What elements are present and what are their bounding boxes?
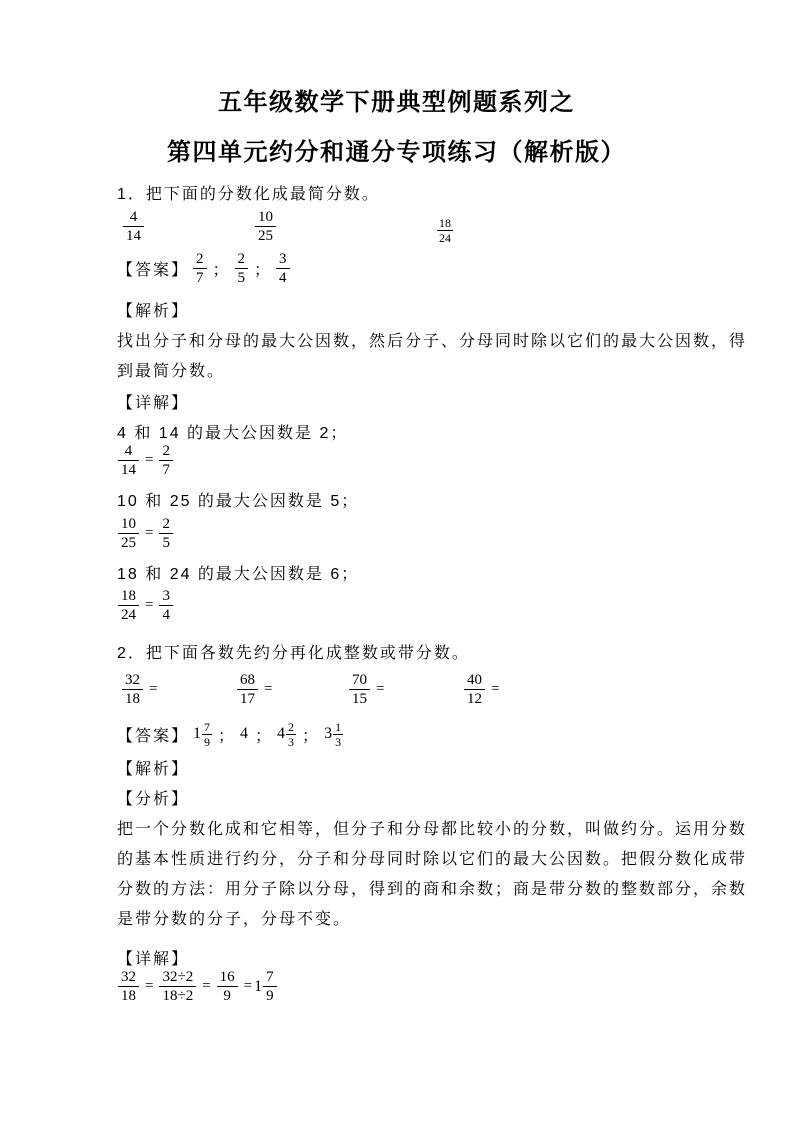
fraction-numerator: 18 bbox=[439, 216, 451, 230]
equation-rhs-fraction bbox=[159, 516, 173, 551]
fraction-numerator: 32 bbox=[122, 672, 143, 690]
fraction-numerator: 4 bbox=[118, 443, 139, 461]
fraction bbox=[118, 969, 139, 1004]
fraction-numerator: 18 bbox=[118, 588, 139, 606]
fraction bbox=[286, 721, 296, 748]
q2-fraction-2 bbox=[237, 672, 272, 707]
q2-answer-2-whole bbox=[240, 725, 249, 743]
q2-answer-3-mixed-number bbox=[277, 721, 296, 748]
q1-analysis-line1: 找出分子和分母的最大公因数，然后分子、分母同时除以它们的最大公因数，得 bbox=[117, 333, 748, 350]
fraction-numerator: 32÷2 bbox=[159, 969, 196, 987]
fraction-denominator: 4 bbox=[162, 607, 170, 623]
fraction-numerator: 2 bbox=[159, 443, 173, 461]
whole-number: 1 bbox=[193, 725, 202, 742]
fraction-denominator: 5 bbox=[162, 535, 170, 551]
equals-sign: = bbox=[145, 452, 154, 468]
answer-label: 【答案】 bbox=[117, 727, 190, 745]
fraction-denominator: 9 bbox=[204, 734, 211, 749]
fraction bbox=[333, 721, 343, 748]
q1-step3-equation bbox=[118, 588, 179, 623]
detail-label: 【详解】 bbox=[117, 395, 190, 412]
q2-answer-1-mixed-number bbox=[193, 721, 212, 748]
fraction-numerator: 3 bbox=[276, 251, 290, 269]
fraction bbox=[202, 721, 212, 748]
fraction-denominator: 3 bbox=[335, 734, 342, 749]
q2-fraction-4 bbox=[464, 672, 499, 707]
fraction-numerator: 16 bbox=[217, 969, 238, 987]
q2-analysis-line3: 分数的方法：用分子除以分母，得到的商和余数；商是带分数的整数部分，余数 bbox=[117, 881, 748, 898]
fraction-denominator: 18 bbox=[125, 691, 140, 707]
fraction-denominator: 15 bbox=[352, 691, 367, 707]
fraction-numerator: 40 bbox=[464, 672, 485, 690]
fraction-denominator: 7 bbox=[162, 462, 170, 478]
fraction-with-division bbox=[159, 969, 196, 1004]
q2-answer-row bbox=[117, 715, 343, 753]
detail-label: 【详解】 bbox=[117, 951, 190, 968]
fraction-numerator: 70 bbox=[349, 672, 370, 690]
fraction-numerator: 7 bbox=[263, 969, 277, 987]
separator: ； bbox=[302, 727, 319, 745]
separator: ； bbox=[212, 261, 229, 279]
whole-number: 4 bbox=[240, 725, 249, 742]
whole-number: 1 bbox=[254, 977, 263, 995]
q1-fraction-3 bbox=[437, 217, 453, 244]
fraction-denominator: 14 bbox=[126, 228, 141, 244]
fraction-denominator: 12 bbox=[467, 691, 482, 707]
equals-sign: = bbox=[149, 681, 158, 697]
equation-lhs-fraction bbox=[118, 516, 139, 551]
doc-title-line1: 五年级数学下册典型例题系列之 bbox=[218, 89, 575, 116]
separator: ； bbox=[255, 727, 272, 745]
equation-lhs-fraction bbox=[118, 443, 139, 478]
fraction-denominator: 18÷2 bbox=[162, 988, 194, 1004]
fraction bbox=[122, 672, 143, 707]
fraction-denominator: 18 bbox=[121, 988, 136, 1004]
fraction-denominator: 25 bbox=[258, 228, 273, 244]
equation-rhs-fraction bbox=[159, 443, 173, 478]
fraction bbox=[349, 672, 370, 707]
fraction-denominator: 9 bbox=[223, 988, 231, 1004]
breakdown-label: 【分析】 bbox=[117, 791, 190, 808]
fraction-numerator: 68 bbox=[237, 672, 258, 690]
q2-analysis-line4: 是带分数的分子，分母不变。 bbox=[117, 911, 352, 928]
separator: ； bbox=[254, 261, 271, 279]
fraction-numerator: 2 bbox=[288, 719, 295, 734]
question-2-prompt: 2．把下面各数先约分再化成整数或带分数。 bbox=[117, 645, 470, 662]
fraction bbox=[237, 672, 258, 707]
fraction-denominator: 5 bbox=[237, 269, 246, 286]
fraction-numerator: 4 bbox=[123, 209, 144, 227]
doc-title-line2: 第四单元约分和通分专项练习（解析版） bbox=[167, 139, 626, 166]
q2-fraction-1 bbox=[122, 672, 157, 707]
separator: ； bbox=[218, 727, 235, 745]
equals-sign: = bbox=[243, 978, 253, 994]
mixed-number-result bbox=[254, 969, 277, 1004]
q1-step1-text: 4 和 14 的最大公因数是 2； bbox=[117, 425, 349, 442]
equals-sign: = bbox=[202, 978, 211, 994]
analysis-label: 【解析】 bbox=[117, 761, 190, 778]
q1-analysis-line2: 到最简分数。 bbox=[117, 363, 226, 380]
q2-detail-equation bbox=[118, 969, 283, 1004]
fraction-denominator: 4 bbox=[279, 269, 287, 286]
equals-sign: = bbox=[145, 978, 154, 994]
fraction-denominator: 24 bbox=[439, 231, 451, 245]
equation-rhs-fraction bbox=[159, 588, 173, 623]
equals-sign: = bbox=[145, 525, 154, 541]
q1-step3-text: 18 和 24 的最大公因数是 6； bbox=[117, 566, 360, 583]
q1-step2-text: 10 和 25 的最大公因数是 5； bbox=[117, 493, 360, 510]
fraction-denominator: 24 bbox=[121, 607, 136, 623]
equation-lhs-fraction bbox=[118, 588, 139, 623]
fraction-denominator: 25 bbox=[121, 535, 136, 551]
fraction-numerator: 2 bbox=[235, 251, 249, 269]
equals-sign: = bbox=[491, 681, 500, 697]
fraction-numerator: 7 bbox=[204, 719, 211, 734]
fraction-numerator: 2 bbox=[193, 251, 207, 269]
q2-fraction-3 bbox=[349, 672, 384, 707]
fraction-numerator: 1 bbox=[335, 719, 342, 734]
fraction-numerator: 3 bbox=[159, 588, 173, 606]
fraction bbox=[263, 969, 277, 1004]
fraction-denominator: 7 bbox=[196, 269, 204, 286]
q2-analysis-line1: 把一个分数化成和它相等，但分子和分母都比较小的分数，叫做约分。运用分数 bbox=[117, 821, 748, 838]
q1-answer-fraction-2 bbox=[235, 251, 249, 286]
fraction-denominator: 9 bbox=[266, 988, 274, 1004]
fraction bbox=[217, 969, 238, 1004]
whole-number: 3 bbox=[324, 725, 333, 742]
fraction-numerator: 10 bbox=[255, 209, 276, 227]
q2-analysis-line2: 的基本性质进行约分，分子和分母同时除以它们的最大公因数。把假分数化成带 bbox=[117, 851, 748, 868]
fraction-numerator: 32 bbox=[118, 969, 139, 987]
q2-answer-4-mixed-number bbox=[324, 721, 343, 748]
q1-step1-equation bbox=[118, 443, 179, 478]
fraction-denominator: 17 bbox=[240, 691, 255, 707]
q1-answer-fraction-1 bbox=[193, 251, 207, 286]
q1-answer-row bbox=[117, 249, 290, 287]
equals-sign: = bbox=[376, 681, 385, 697]
fraction-numerator: 10 bbox=[118, 516, 139, 534]
equals-sign: = bbox=[145, 597, 154, 613]
equals-sign: = bbox=[264, 681, 273, 697]
fraction-denominator: 3 bbox=[288, 734, 295, 749]
q1-answer-fraction-3 bbox=[276, 251, 290, 286]
q1-fraction-1 bbox=[123, 209, 144, 244]
fraction-numerator: 2 bbox=[159, 516, 173, 534]
fraction bbox=[464, 672, 485, 707]
whole-number: 4 bbox=[277, 725, 286, 742]
answer-label: 【答案】 bbox=[117, 261, 190, 279]
question-1-prompt: 1．把下面的分数化成最简分数。 bbox=[117, 186, 380, 203]
fraction-denominator: 14 bbox=[121, 462, 136, 478]
q1-fraction-2 bbox=[255, 209, 276, 244]
q1-step2-equation bbox=[118, 516, 179, 551]
analysis-label: 【解析】 bbox=[117, 303, 190, 320]
